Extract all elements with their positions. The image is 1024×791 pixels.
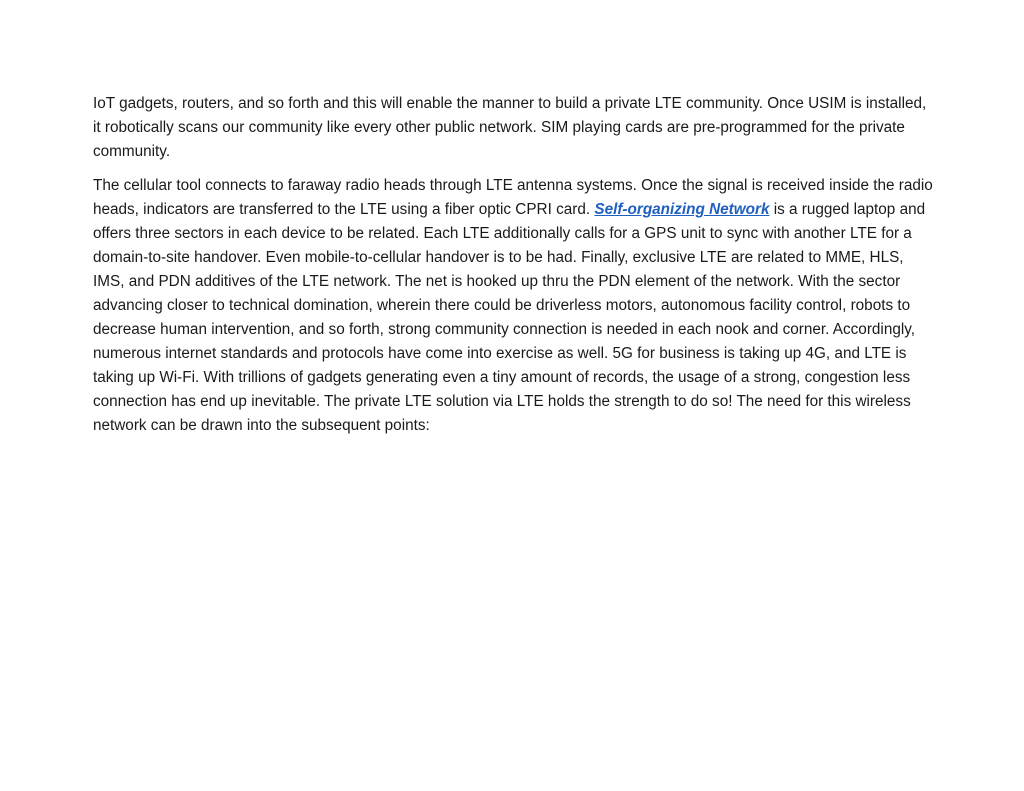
paragraph-intro: IoT gadgets, routers, and so forth and this will enable the manner to build a private LTE community. Once USIM is installed, it robotically scans our community like every other public network. SIM playing cards are pre-programmed for the private community. <box>93 95 927 160</box>
self-organizing-network-link[interactable]: Self-organizing Network <box>594 201 770 218</box>
paragraph-main-text-before-link: The cellular tool connects to faraway radio heads through LTE antenna systems. Once the signal is received inside the radio heads, indicators are transferred to the LTE using a fiber optic CPRI card. <box>93 177 933 218</box>
paragraph-main-text-after-link: is a rugged laptop and offers three sectors in each device to be related. Each LTE additionally calls for a GPS unit to sync with another LTE for a domain-to-site handover. Even mobile-to-cellular handover is to be had. Finally, exclusive LTE are related to MME, HLS, IMS, and PDN additives of the LTE network. The net is hooked up thru the PDN element of the network. With the sector advancing closer to technical domination, wherein there could be driverless motors, autonomous facility control, robots to decrease human intervention, and so forth, strong community connection is needed in each nook and corner. Accordingly, numerous internet standards and protocols have come into exercise as well. 5G for business is taking up 4G, and LTE is taking up Wi-Fi. With trillions of gadgets generating even a tiny amount of records, the usage of a strong, congestion less connection has end up inevitable. The private LTE solution via LTE holds the strength to do so! The need for this wireless network can be drawn into the subsequent points: <box>93 201 926 434</box>
paragraph-main <box>93 174 935 438</box>
document-body <box>93 92 935 448</box>
